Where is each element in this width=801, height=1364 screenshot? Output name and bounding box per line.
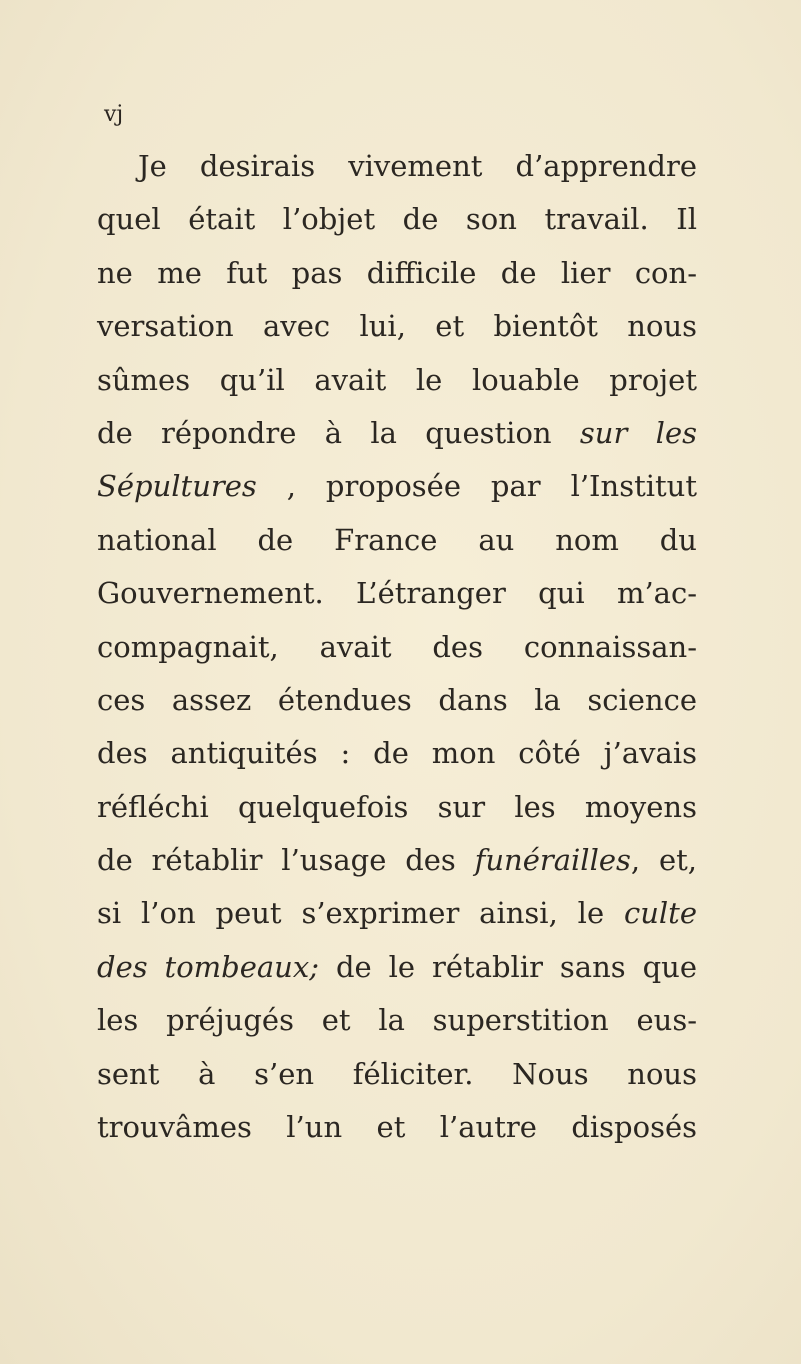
text-line xyxy=(97,247,697,300)
text-line xyxy=(97,140,697,193)
italic-text: funérailles xyxy=(474,843,631,878)
text-span: sent à s’en féliciter. Nous nous xyxy=(97,1056,697,1091)
text-span: des antiquités : de mon côté j’avais xyxy=(97,736,697,771)
italic-text: culte xyxy=(623,896,697,931)
text-line xyxy=(97,834,697,887)
text-span: national de France au nom du xyxy=(97,522,697,557)
text-span: ces assez étendues dans la science xyxy=(97,682,697,717)
text-line xyxy=(97,354,697,407)
text-line xyxy=(97,674,697,727)
text-span: de rétablir l’usage des xyxy=(97,843,475,878)
text-span: , et, xyxy=(630,843,697,878)
text-span: si l’on peut s’exprimer ainsi, le xyxy=(97,896,624,931)
text-line xyxy=(97,193,697,246)
italic-text: des tombeaux; xyxy=(97,949,319,984)
text-line xyxy=(97,941,697,994)
italic-text: Sépultures xyxy=(97,469,257,504)
text-line xyxy=(97,460,697,513)
text-span: versation avec lui, et bientôt nous xyxy=(97,309,697,344)
text-span: de le rétablir sans que xyxy=(319,949,697,984)
text-line xyxy=(97,887,697,940)
text-line xyxy=(97,567,697,620)
text-span: Je desirais vivement d’apprendre xyxy=(138,149,697,183)
text-line xyxy=(97,994,697,1047)
text-span: compagnait, avait des connaissan- xyxy=(97,629,697,664)
text-span: , proposée par l’Institut xyxy=(256,469,697,504)
text-line xyxy=(97,1048,697,1101)
text-span: les préjugés et la superstition eus- xyxy=(97,1003,697,1038)
text-span: Gouvernement. L’étranger qui m’ac- xyxy=(97,576,697,611)
text-span: quel était l’objet de son travail. Il xyxy=(97,202,697,237)
text-line xyxy=(97,407,697,460)
text-span: sûmes qu’il avait le louable projet xyxy=(97,362,697,397)
page-number: vj xyxy=(104,102,124,127)
text-line xyxy=(97,727,697,780)
text-span: trouvâmes l’un et l’autre disposés xyxy=(97,1110,697,1145)
text-line xyxy=(97,1101,697,1154)
text-span: de répondre à la question xyxy=(97,415,580,450)
body-text xyxy=(97,140,697,1154)
text-line xyxy=(97,781,697,834)
text-span: réfléchi quelquefois sur les moyens xyxy=(97,789,697,824)
text-line xyxy=(97,514,697,567)
text-line xyxy=(97,621,697,674)
text-span: ne me fut pas difficile de lier con- xyxy=(97,255,697,290)
italic-text: sur les xyxy=(579,415,697,450)
text-line xyxy=(97,300,697,353)
